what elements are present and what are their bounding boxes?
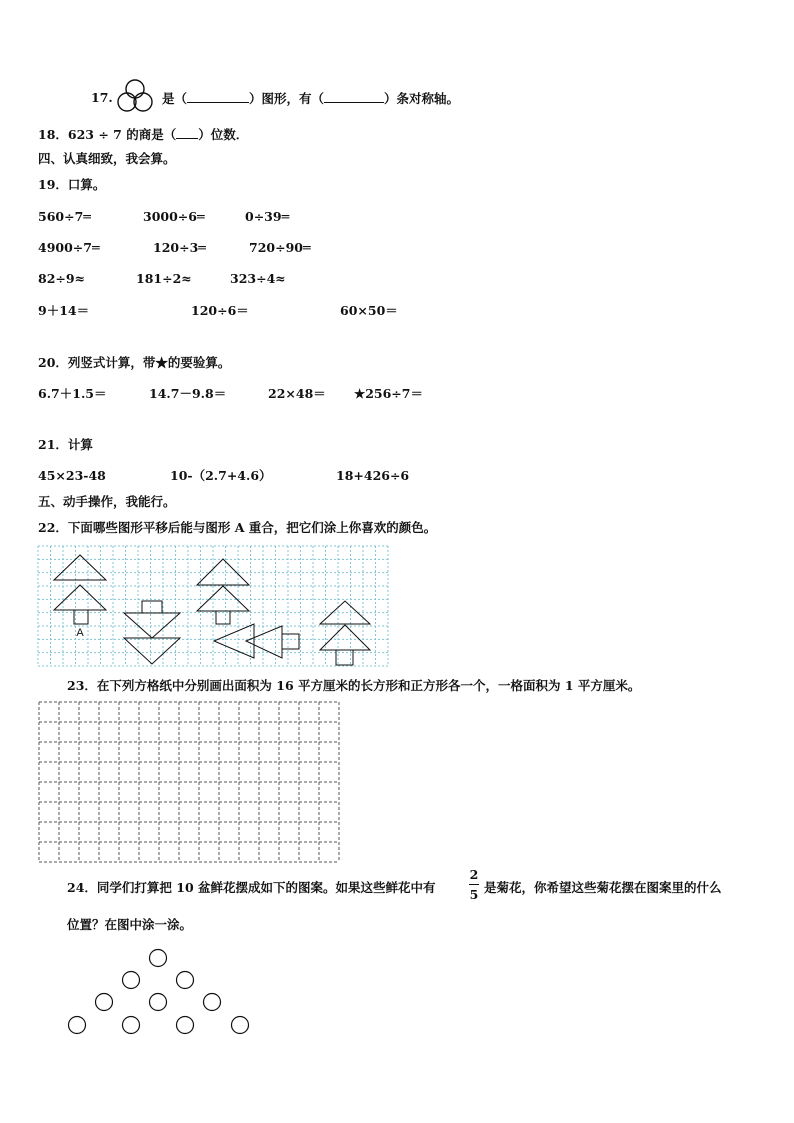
q17-number: 17. (91, 90, 113, 105)
q19-item: 60×50＝ (340, 303, 398, 318)
q17-blank-1[interactable] (187, 90, 249, 103)
flower-circle (123, 972, 140, 989)
q20-item: 22×48＝ (268, 386, 326, 401)
q20-item: 14.7－9.8＝ (149, 386, 227, 401)
q17-text-a: 是（ (162, 91, 188, 106)
flower-circle (177, 1017, 194, 1034)
q19-title: 19．口算。 (38, 177, 106, 192)
q17-text-c: ）条对称轴。 (384, 91, 460, 106)
q19-item: 720÷90═ (249, 240, 311, 255)
tree-shape-middle (197, 559, 249, 624)
q19-item: 120÷3═ (153, 240, 206, 255)
q19-item: 4900÷7═ (38, 240, 100, 255)
q24-text-b: 是菊花，你希望这些菊花摆在图案里的什么 (484, 880, 722, 895)
q21-title: 21．计算 (38, 437, 93, 452)
q19-item: 323÷4≈ (230, 271, 286, 286)
q21-item: 45×23-48 (38, 468, 106, 483)
flower-circle (204, 994, 221, 1011)
flower-circle (150, 994, 167, 1011)
section5-title: 五、动手操作，我能行。 (38, 494, 176, 509)
q20-item: ★256÷7＝ (354, 386, 423, 401)
q21-item: 10-（2.7+4.6） (170, 468, 272, 483)
dashed-grid-paper[interactable] (38, 701, 340, 863)
translation-grid (38, 546, 388, 666)
q17-blank-2[interactable] (324, 90, 384, 103)
q24-fraction-bar (469, 884, 479, 885)
q17-text-b: ）图形，有（ (249, 91, 325, 106)
flower-circle (123, 1017, 140, 1034)
flower-circle (232, 1017, 249, 1034)
q20-item: 6.7＋1.5＝ (38, 386, 107, 401)
q19-item: 0÷39═ (245, 209, 290, 224)
q24-fraction-numerator: 2 (469, 867, 479, 882)
flower-circle (69, 1017, 86, 1034)
three-circles-figure (116, 78, 156, 114)
flower-pattern[interactable] (60, 945, 260, 1040)
inverted-tree-shape (124, 601, 180, 664)
q24-text-c: 位置？在图中涂一涂。 (67, 917, 193, 932)
flower-circle (96, 994, 113, 1011)
tree-shape-a (54, 555, 106, 624)
q24-text-a: 24．同学们打算把 10 盆鲜花摆成如下的图案。如果这些鲜花中有 (67, 880, 436, 895)
q22-title: 22．下面哪些图形平移后能与图形 A 重合，把它们涂上你喜欢的颜色。 (38, 520, 437, 535)
q18-blank[interactable] (176, 126, 198, 139)
q21-item: 18+426÷6 (336, 468, 410, 483)
q19-item: 82÷9≈ (38, 271, 86, 286)
flower-circle (177, 972, 194, 989)
q19-item: 181÷2≈ (136, 271, 192, 286)
q20-title: 20．列竖式计算，带★的要验算。 (38, 355, 231, 370)
q19-item: 9＋14＝ (38, 303, 90, 318)
q19-item: 560÷7═ (38, 209, 91, 224)
q18-text-end: ）位数． (198, 127, 249, 142)
q24-fraction-denominator: 5 (469, 887, 479, 902)
q17-text (162, 90, 459, 107)
q18-line (38, 126, 248, 143)
q19-item: 120÷6＝ (191, 303, 249, 318)
q23-title: 23．在下列方格纸中分别画出面积为 16 平方厘米的长方形和正方形各一个，一格面积为 1 平方厘米。 (67, 678, 641, 693)
flower-circle (150, 950, 167, 967)
section4-title: 四、认真细致，我会算。 (38, 151, 176, 166)
q18-text: 18．623 ÷ 7 的商是（ (38, 127, 177, 142)
q19-item: 3000÷6═ (143, 209, 205, 224)
label-a: A (76, 627, 84, 639)
